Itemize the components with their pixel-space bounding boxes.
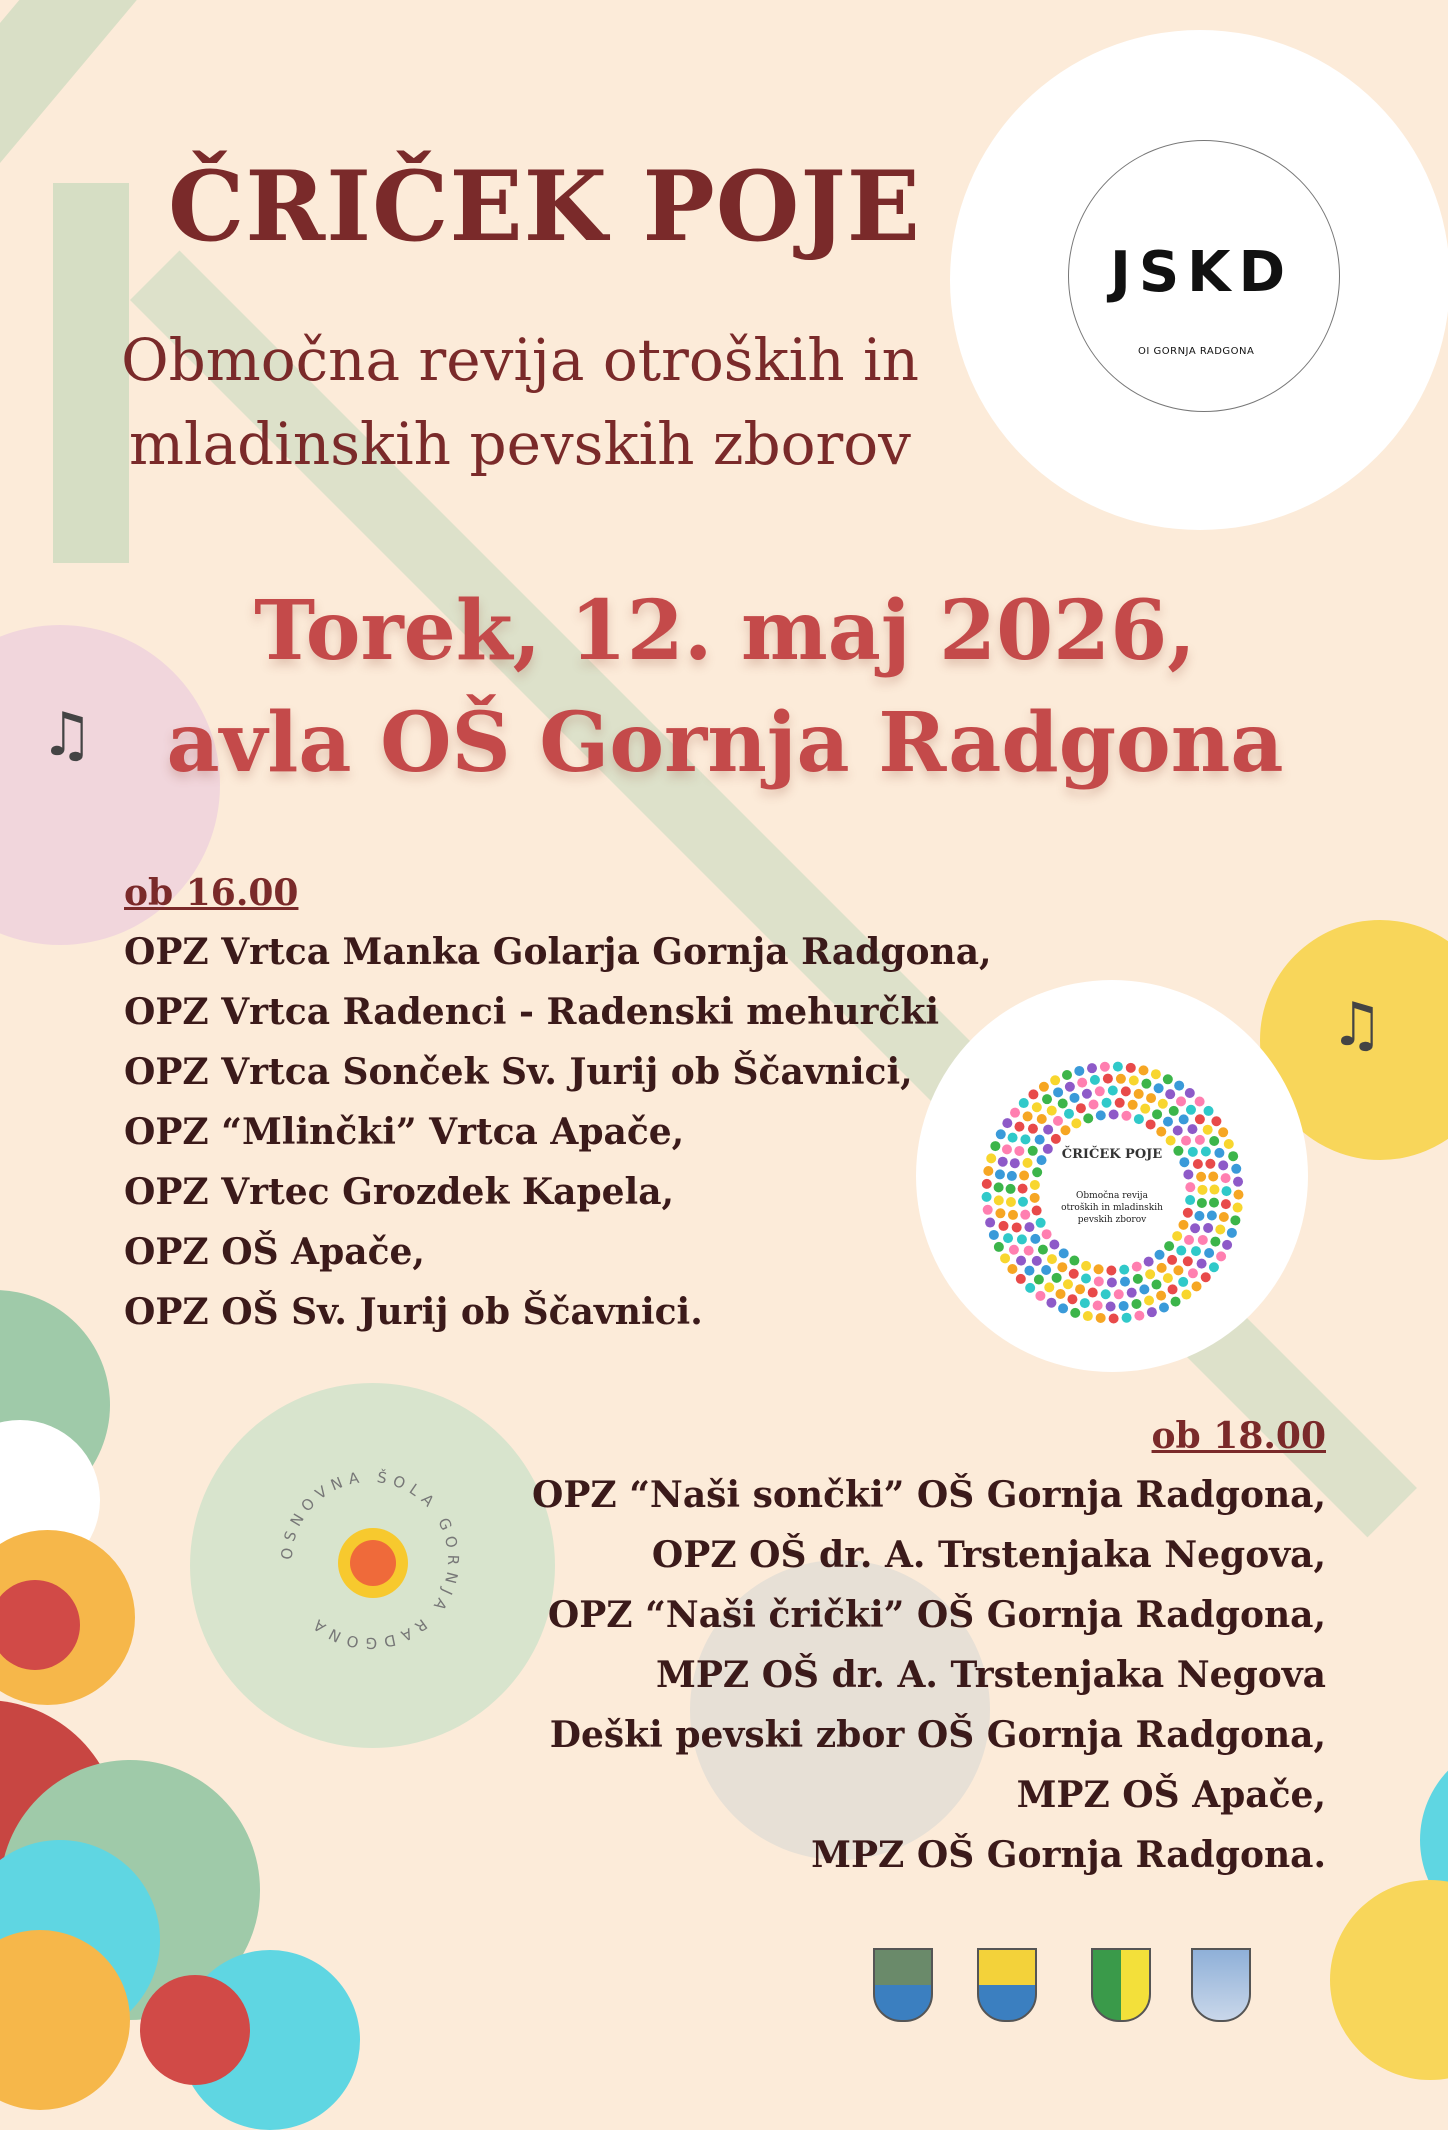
choir-item: OPZ Vrtca Radenci - Radenski mehurčki (124, 991, 940, 1033)
festival-logo-dot (1014, 1146, 1024, 1156)
festival-logo-dot (1010, 1158, 1020, 1168)
coat-of-arms-icon (1191, 1948, 1251, 2022)
festival-logo-dot (1062, 1070, 1072, 1080)
festival-logo-dot (1019, 1098, 1029, 1108)
coat-of-arms-icon (873, 1948, 933, 2022)
festival-logo-dot (1041, 1265, 1051, 1275)
festival-logo-dot (1156, 1127, 1166, 1137)
festival-logo-dot (1209, 1262, 1219, 1272)
festival-logo-dot (1204, 1248, 1214, 1258)
festival-logo-dot (1178, 1220, 1188, 1230)
festival-logo-dot (1008, 1133, 1018, 1143)
choir-item: OPZ Vrtec Grozdek Kapela, (124, 1171, 675, 1213)
festival-logo-dot (1197, 1198, 1207, 1208)
festival-logo-dot (1169, 1106, 1179, 1116)
festival-logo-dot (1057, 1262, 1067, 1272)
festival-logo-dot (1215, 1225, 1225, 1235)
festival-logo-dot (1096, 1313, 1106, 1323)
festival-logo-dot (1032, 1102, 1042, 1112)
festival-logo-dot (1044, 1282, 1054, 1292)
festival-logo-dot (1121, 1111, 1131, 1121)
festival-logo-dot (1109, 1110, 1119, 1120)
festival-logo-dot (1020, 1134, 1030, 1144)
festival-logo-dot (1192, 1281, 1202, 1291)
festival-logo-dot (1181, 1136, 1191, 1146)
festival-logo-dot (1006, 1197, 1016, 1207)
festival-logo-dot (1100, 1062, 1110, 1072)
festival-logo-dot (1154, 1083, 1164, 1093)
festival-logo-dot (1134, 1089, 1144, 1099)
festival-logo-dot (1103, 1074, 1113, 1084)
festival-logo-dot (1003, 1233, 1013, 1243)
festival-logo-dot (1174, 1081, 1184, 1091)
festival-logo-dot (1224, 1139, 1234, 1149)
festival-logo-dot (1187, 1124, 1197, 1134)
festival-logo-dot (1183, 1169, 1193, 1179)
festival-logo-dot (1020, 1210, 1030, 1220)
festival-logo-dot (1120, 1277, 1130, 1287)
festival-logo-dot (1159, 1303, 1169, 1313)
coat-of-arms-icon (1091, 1948, 1151, 2022)
festival-logo-dot (1207, 1210, 1217, 1220)
festival-logo-dot (1157, 1263, 1167, 1273)
choir-item: MPZ OŠ Apače, (1016, 1774, 1326, 1816)
festival-logo-dot (1002, 1144, 1012, 1154)
choir-item: OPZ “Naši črički” OŠ Gornja Radgona, (547, 1594, 1326, 1636)
festival-logo-dot (1000, 1253, 1010, 1263)
festival-logo-dot (1209, 1198, 1219, 1208)
festival-logo-dot (1122, 1313, 1132, 1323)
festival-logo-dot (1024, 1246, 1034, 1256)
choir-item: OPZ Vrtca Manka Golarja Gornja Radgona, (124, 931, 992, 973)
event-place: avla OŠ Gornja Radgona (166, 695, 1284, 791)
festival-logo-dot (1233, 1203, 1243, 1213)
festival-logo-dot (1023, 1158, 1033, 1168)
festival-logo-dot (995, 1169, 1005, 1179)
festival-logo-dot (1171, 1297, 1181, 1307)
festival-logo-dot (1219, 1212, 1229, 1222)
festival-logo-dot (1107, 1277, 1117, 1287)
festival-logo-dot (1049, 1239, 1059, 1249)
festival-logo-dot (994, 1182, 1004, 1192)
festival-logo-dot (1178, 1277, 1188, 1287)
festival-logo-dot (1093, 1301, 1103, 1311)
festival-logo-dot (1166, 1136, 1176, 1146)
festival-logo-dot (1197, 1185, 1207, 1195)
festival-logo-dot (1128, 1100, 1138, 1110)
festival-logo-dot (1058, 1303, 1068, 1313)
festival-logo-dot (1043, 1125, 1053, 1135)
festival-logo-dot (1173, 1265, 1183, 1275)
festival-logo-dot (1063, 1279, 1073, 1289)
festival-logo-dot (1126, 1063, 1136, 1073)
festival-logo-dot (1046, 1298, 1056, 1308)
festival-logo-dot (1183, 1256, 1193, 1266)
festival-logo-dot (1179, 1157, 1189, 1167)
festival-logo-dot (1119, 1301, 1129, 1311)
festival-logo-dot (1106, 1301, 1116, 1311)
festival-logo-dot (1009, 1245, 1019, 1255)
jskd-logo-mark: JSKD (1110, 240, 1294, 305)
festival-logo-dot (1032, 1167, 1042, 1177)
festival-logo-dot (1065, 1082, 1075, 1092)
festival-logo-dot (1116, 1074, 1126, 1084)
festival-logo-dot (1018, 1184, 1028, 1194)
festival-logo-dot (1194, 1211, 1204, 1221)
festival-logo-dot (1012, 1222, 1022, 1232)
festival-logo-dot (1147, 1307, 1157, 1317)
session-1 (124, 872, 992, 1342)
festival-logo-dot (1047, 1106, 1057, 1116)
festival-logo-dot (1163, 1117, 1173, 1127)
festival-logo-dot (1163, 1074, 1173, 1084)
festival-logo-dot (1131, 1299, 1141, 1309)
festival-logo-dot (1075, 1284, 1085, 1294)
festival-logo-dot (1087, 1063, 1097, 1073)
festival-logo-dot (1185, 1195, 1195, 1205)
festival-logo-dot (1203, 1125, 1213, 1135)
festival-logo-dot (1037, 1114, 1047, 1124)
festival-logo-dot (1024, 1222, 1034, 1232)
event-date: Torek, 12. maj 2026, (254, 583, 1196, 679)
choir-item: MPZ OŠ dr. A. Trstenjaka Negova (655, 1654, 1326, 1696)
festival-logo-dot (1146, 1093, 1156, 1103)
festival-logo-dot (1028, 1146, 1038, 1156)
festival-logo-dot (1102, 1098, 1112, 1108)
festival-logo-dot (1146, 1119, 1156, 1129)
festival-logo-dot (1081, 1261, 1091, 1271)
festival-logo-dot (1179, 1114, 1189, 1124)
festival-logo-dot (1203, 1223, 1213, 1233)
festival-logo-dot (1083, 1113, 1093, 1123)
festival-logo-dot (990, 1141, 1000, 1151)
festival-logo-dot (1183, 1208, 1193, 1218)
festival-logo-dot (1094, 1264, 1104, 1274)
festival-logo-dot (998, 1157, 1008, 1167)
festival-logo-dot (1134, 1311, 1144, 1321)
festival-logo-dot (1164, 1241, 1174, 1251)
festival-logo-dot (1208, 1172, 1218, 1182)
festival-logo-dot (1145, 1269, 1155, 1279)
school-logo-text: OSNOVNA ŠOLA GORNJA RADGONA (277, 1467, 463, 1653)
festival-logo-dot (996, 1129, 1006, 1139)
festival-logo-dot (1081, 1274, 1091, 1284)
choir-item: MPZ OŠ Gornja Radgona. (811, 1834, 1326, 1876)
festival-logo-dot (1176, 1096, 1186, 1106)
festival-logo-dot (1218, 1160, 1228, 1170)
festival-logo-dot (1195, 1096, 1205, 1106)
festival-logo-dot (1042, 1229, 1052, 1239)
festival-logo-dot (1191, 1246, 1201, 1256)
festival-logo-dot (1214, 1148, 1224, 1158)
choir-item: OPZ OŠ Apače, (124, 1231, 425, 1273)
festival-logo-dot (1121, 1086, 1131, 1096)
festival-logo-dot (1083, 1311, 1093, 1321)
festival-logo-dot (1195, 1135, 1205, 1145)
festival-logo-dot (1095, 1086, 1105, 1096)
festival-logo-dot (1144, 1295, 1154, 1305)
festival-logo-dot (994, 1242, 1004, 1252)
choir-item: OPZ Vrtca Sonček Sv. Jurij ob Ščavnici, (124, 1051, 913, 1093)
jskd-logo-subtitle: OI GORNJA RADGONA (1138, 346, 1255, 357)
festival-logo-dot (1069, 1256, 1079, 1266)
festival-logo-dot (1198, 1235, 1208, 1245)
festival-logo-dot (1058, 1098, 1068, 1108)
festival-logo-dot (1077, 1078, 1087, 1088)
festival-logo-dot (1017, 1234, 1027, 1244)
festival-logo-dot (1221, 1199, 1231, 1209)
festival-logo-dot (1163, 1273, 1173, 1283)
school-smiley-icon (350, 1540, 396, 1586)
session-1-time: ob 16.00 (124, 872, 299, 914)
festival-logo-dot (1059, 1248, 1069, 1258)
festival-logo-dot (1032, 1256, 1042, 1266)
festival-logo-dot (1090, 1075, 1100, 1085)
subtitle-line: Območna revija otroških in (121, 326, 919, 394)
festival-logo-dot (1231, 1164, 1241, 1174)
festival-logo-dot (1181, 1290, 1191, 1300)
festival-logo-dot (1023, 1111, 1033, 1121)
festival-logo-dot (1227, 1228, 1237, 1238)
festival-logo-dot (1165, 1089, 1175, 1099)
festival-logo-dot (1190, 1223, 1200, 1233)
festival-logo-dot (1221, 1186, 1231, 1196)
festival-logo-dot (1028, 1089, 1038, 1099)
festival-logo-dot (1141, 1079, 1151, 1089)
festival-logo-dot (1109, 1313, 1119, 1323)
festival-logo-dot (1089, 1100, 1099, 1110)
festival-logo-dot (1060, 1125, 1070, 1135)
festival-logo-dot (1050, 1075, 1060, 1085)
session-2-time: ob 18.00 (1151, 1415, 1326, 1457)
festival-logo-dot (1119, 1265, 1129, 1275)
festival-logo-dot (1038, 1245, 1048, 1255)
festival-logo-dot (999, 1221, 1009, 1231)
festival-logo-dot (1094, 1276, 1104, 1286)
festival-logo-dot (1151, 1280, 1161, 1290)
festival-logo-dot (1196, 1172, 1206, 1182)
festival-logo-dot (1114, 1289, 1124, 1299)
festival-logo-dot (1173, 1146, 1183, 1156)
festival-logo-dot (1069, 1093, 1079, 1103)
festival-logo-dot (1101, 1289, 1111, 1299)
festival-logo-dot (1167, 1255, 1177, 1265)
festival-logo-title: ČRIČEK POJE (1061, 1147, 1163, 1162)
festival-logo-dot (1056, 1289, 1066, 1299)
festival-logo-dot (1168, 1284, 1178, 1294)
festival-logo-dot (1185, 1182, 1195, 1192)
choir-item: OPZ “Naši sončki” OŠ Gornja Radgona, (531, 1474, 1326, 1516)
festival-logo-dot (1016, 1256, 1026, 1266)
festival-logo-dot (1053, 1087, 1063, 1097)
festival-logo-dot (1080, 1298, 1090, 1308)
session-2 (532, 1415, 1326, 1885)
festival-logo-dot (1185, 1088, 1195, 1098)
festival-logo-dot (1230, 1215, 1240, 1225)
festival-logo-dot (1019, 1171, 1029, 1181)
festival-logo-dot (1076, 1103, 1086, 1113)
festival-logo-dot (1151, 1069, 1161, 1079)
festival-logo-dot (1069, 1269, 1079, 1279)
festival-logo-dot (1070, 1308, 1080, 1318)
festival-logo-dot (1007, 1264, 1017, 1274)
choir-item: Deški pevski zbor OŠ Gornja Radgona, (549, 1714, 1326, 1756)
festival-logo-dot (994, 1195, 1004, 1205)
festival-logo-dot (1184, 1235, 1194, 1245)
coat-of-arms-icon (977, 1948, 1037, 2022)
festival-logo-dot (1036, 1218, 1046, 1228)
festival-logo-dot (1039, 1082, 1049, 1092)
festival-logo-dot (1129, 1076, 1139, 1086)
festival-logo-dot (1216, 1251, 1226, 1261)
festival-logo-dot (1201, 1272, 1211, 1282)
festival-logo-dot (1201, 1146, 1211, 1156)
festival-logo-dot (1106, 1265, 1116, 1275)
festival-logo-dot (1014, 1122, 1024, 1132)
festival-logo-dot (1158, 1099, 1168, 1109)
festival-logo-dot (1138, 1065, 1148, 1075)
festival-logo-dot (1210, 1237, 1220, 1247)
festival-logo-dot (1204, 1106, 1214, 1116)
festival-logo-dot (1172, 1231, 1182, 1241)
festival-logo-dot (1052, 1273, 1062, 1283)
festival-logo-dot (1018, 1197, 1028, 1207)
festival-logo-dot (1064, 1109, 1074, 1119)
festival-logo-dot (1006, 1184, 1016, 1194)
festival-logo-dot (1047, 1254, 1057, 1264)
festival-logo-dot (1010, 1108, 1020, 1118)
festival-logo-dot (1228, 1151, 1238, 1161)
festival-logo-dot (1016, 1274, 1026, 1284)
festival-logo-dot (1002, 1118, 1012, 1128)
festival-logo-dot (1053, 1116, 1063, 1126)
festival-logo-dot (1186, 1105, 1196, 1115)
choir-item: OPZ OŠ dr. A. Trstenjaka Negova, (651, 1534, 1326, 1576)
festival-logo-dot (1134, 1114, 1144, 1124)
festival-logo-subtitle: Območna revija otroških in mladinskih pevskih zborov (1061, 1191, 1163, 1225)
festival-logo-dot (1034, 1275, 1044, 1285)
festival-logo-dot (1139, 1284, 1149, 1294)
festival-logo-dot (1221, 1173, 1231, 1183)
festival-logo-dot (1197, 1259, 1207, 1269)
festival-logo-dot (1156, 1291, 1166, 1301)
festival-logo-dot (1028, 1124, 1038, 1134)
festival-logo-dot (1043, 1144, 1053, 1154)
festival-logo-dot (995, 1208, 1005, 1218)
festival-logo-dot (1115, 1098, 1125, 1108)
music-notes-icon: ♫ (40, 700, 94, 770)
festival-logo-dot (1195, 1114, 1205, 1124)
festival-logo-dot (1173, 1125, 1183, 1135)
music-notes-icon: ♫ (1330, 990, 1384, 1060)
festival-logo-dot (1176, 1246, 1186, 1256)
festival-logo-dot (1205, 1159, 1215, 1169)
poster-title: ČRIČEK POJE (168, 150, 921, 263)
festival-logo-dot (1233, 1190, 1243, 1200)
festival-logo-dot (1209, 1136, 1219, 1146)
festival-logo-dot (1193, 1159, 1203, 1169)
festival-logo-dot (1008, 1210, 1018, 1220)
festival-logo-dot (1035, 1135, 1045, 1145)
festival-logo-dot (1144, 1257, 1154, 1267)
festival-logo-dot (1127, 1288, 1137, 1298)
festival-logo-dot (1051, 1134, 1061, 1144)
festival-logo-dot (1088, 1288, 1098, 1298)
festival-logo-dot (1074, 1066, 1084, 1076)
festival-logo-dot (1030, 1180, 1040, 1190)
festival-logo-dot (1155, 1250, 1165, 1260)
festival-logo-dot (1037, 1155, 1047, 1165)
festival-logo-dot (1218, 1127, 1228, 1137)
festival-logo-dot (1113, 1062, 1123, 1072)
festival-logo-dot (1140, 1104, 1150, 1114)
festival-logo-dot (1233, 1177, 1243, 1187)
festival-logo-dot (1024, 1266, 1034, 1276)
festival-logo-dot (1152, 1109, 1162, 1119)
choir-item: OPZ OŠ Sv. Jurij ob Ščavnici. (124, 1291, 703, 1333)
festival-logo-dot (1030, 1193, 1040, 1203)
festival-logo-dot (1211, 1116, 1221, 1126)
event-date-place (160, 575, 1290, 799)
festival-logo-dot (1007, 1171, 1017, 1181)
festival-logo-dot (1188, 1147, 1198, 1157)
festival-logo-dot (1096, 1110, 1106, 1120)
festival-logo-dot (1108, 1086, 1118, 1096)
festival-logo-dot (1209, 1185, 1219, 1195)
festival-logo-dot (1071, 1118, 1081, 1128)
festival-logo-dot (1132, 1262, 1142, 1272)
festival-logo-dot (1082, 1089, 1092, 1099)
subtitle-line: mladinskih pevskih zborov (129, 410, 911, 478)
choir-item: OPZ “Mlinčki” Vrtca Apače, (124, 1111, 685, 1153)
festival-logo-dot (1222, 1240, 1232, 1250)
festival-logo-dot (1133, 1274, 1143, 1284)
poster-subtitle (110, 318, 930, 486)
festival-logo-dot (1042, 1094, 1052, 1104)
decor-circle-yellow-right (1330, 1880, 1448, 2080)
festival-logo-dot (1067, 1294, 1077, 1304)
decor-circle-red-bottom (140, 1975, 250, 2085)
festival-logo-dot (1188, 1268, 1198, 1278)
festival-logo-dot (1030, 1234, 1040, 1244)
festival-logo-dot (1032, 1206, 1042, 1216)
festival-logo-dot (1035, 1291, 1045, 1301)
festival-logo-dot (1025, 1283, 1035, 1293)
